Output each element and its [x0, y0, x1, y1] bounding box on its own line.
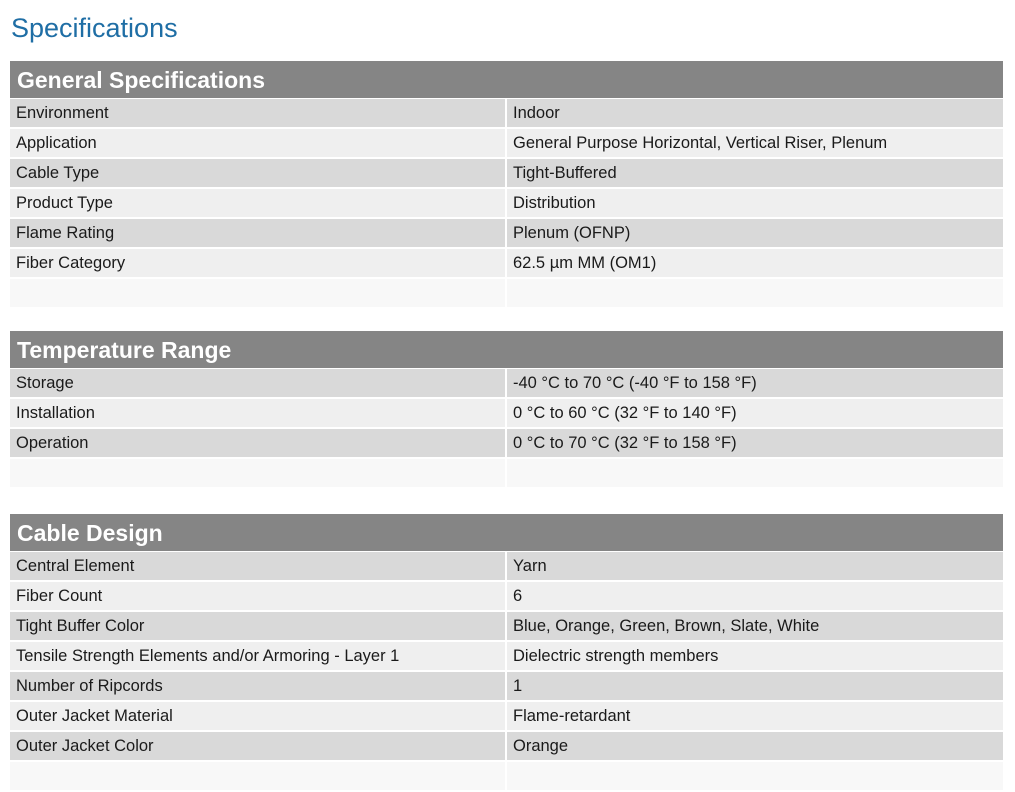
spec-row: [10, 189, 1003, 217]
spec-value: 0 °C to 70 °C (32 °F to 158 °F): [507, 429, 1003, 457]
general-specifications-section: [10, 61, 1003, 309]
spec-label: Central Element: [10, 552, 505, 580]
spacer-row: [10, 279, 1003, 307]
spec-value: 0 °C to 60 °C (32 °F to 140 °F): [507, 399, 1003, 427]
spec-value: Yarn: [507, 552, 1003, 580]
spec-label: Fiber Category: [10, 249, 505, 277]
spacer-cell: [10, 459, 505, 487]
spec-label: Tensile Strength Elements and/or Armoring - Layer 1: [10, 642, 505, 670]
spacer-cell: [10, 279, 505, 307]
spec-value: 6: [507, 582, 1003, 610]
spec-value: Plenum (OFNP): [507, 219, 1003, 247]
spec-row: [10, 642, 1003, 670]
spec-label: Fiber Count: [10, 582, 505, 610]
spec-label: Installation: [10, 399, 505, 427]
spec-value: Flame-retardant: [507, 702, 1003, 730]
spec-label: Storage: [10, 369, 505, 397]
spec-row: [10, 399, 1003, 427]
spec-label: Outer Jacket Color: [10, 732, 505, 760]
spec-label: Outer Jacket Material: [10, 702, 505, 730]
spec-value: 1: [507, 672, 1003, 700]
temperature-range-section: [10, 331, 1003, 489]
spec-label: Product Type: [10, 189, 505, 217]
spec-value: Dielectric strength members: [507, 642, 1003, 670]
spec-row: [10, 159, 1003, 187]
spec-label: Cable Type: [10, 159, 505, 187]
spec-value: Orange: [507, 732, 1003, 760]
spec-label: Application: [10, 129, 505, 157]
spacer-row: [10, 762, 1003, 790]
spec-value: General Purpose Horizontal, Vertical Riser, Plenum: [507, 129, 1003, 157]
cable-design-section: [10, 514, 1003, 792]
spec-row: [10, 732, 1003, 760]
spec-value: Blue, Orange, Green, Brown, Slate, White: [507, 612, 1003, 640]
spec-value: -40 °C to 70 °C (-40 °F to 158 °F): [507, 369, 1003, 397]
spec-row: [10, 99, 1003, 127]
spec-value: Indoor: [507, 99, 1003, 127]
spacer-cell: [507, 279, 1003, 307]
spacer-row: [10, 459, 1003, 487]
spec-label: Operation: [10, 429, 505, 457]
spec-row: [10, 702, 1003, 730]
spec-value: Distribution: [507, 189, 1003, 217]
spec-value: 62.5 µm MM (OM1): [507, 249, 1003, 277]
spec-label: Tight Buffer Color: [10, 612, 505, 640]
spec-value: Tight-Buffered: [507, 159, 1003, 187]
spec-row: [10, 129, 1003, 157]
section-header: Cable Design: [10, 514, 1003, 551]
spec-row: [10, 582, 1003, 610]
spec-label: Number of Ripcords: [10, 672, 505, 700]
spec-row: [10, 612, 1003, 640]
page-title: Specifications: [11, 13, 178, 43]
spec-row: [10, 429, 1003, 457]
spacer-cell: [507, 762, 1003, 790]
spec-row: [10, 249, 1003, 277]
spec-label: Environment: [10, 99, 505, 127]
section-header: General Specifications: [10, 61, 1003, 98]
spacer-cell: [10, 762, 505, 790]
spacer-cell: [507, 459, 1003, 487]
spec-label: Flame Rating: [10, 219, 505, 247]
spec-row: [10, 552, 1003, 580]
spec-row: [10, 672, 1003, 700]
section-header: Temperature Range: [10, 331, 1003, 368]
spec-row: [10, 369, 1003, 397]
spec-row: [10, 219, 1003, 247]
